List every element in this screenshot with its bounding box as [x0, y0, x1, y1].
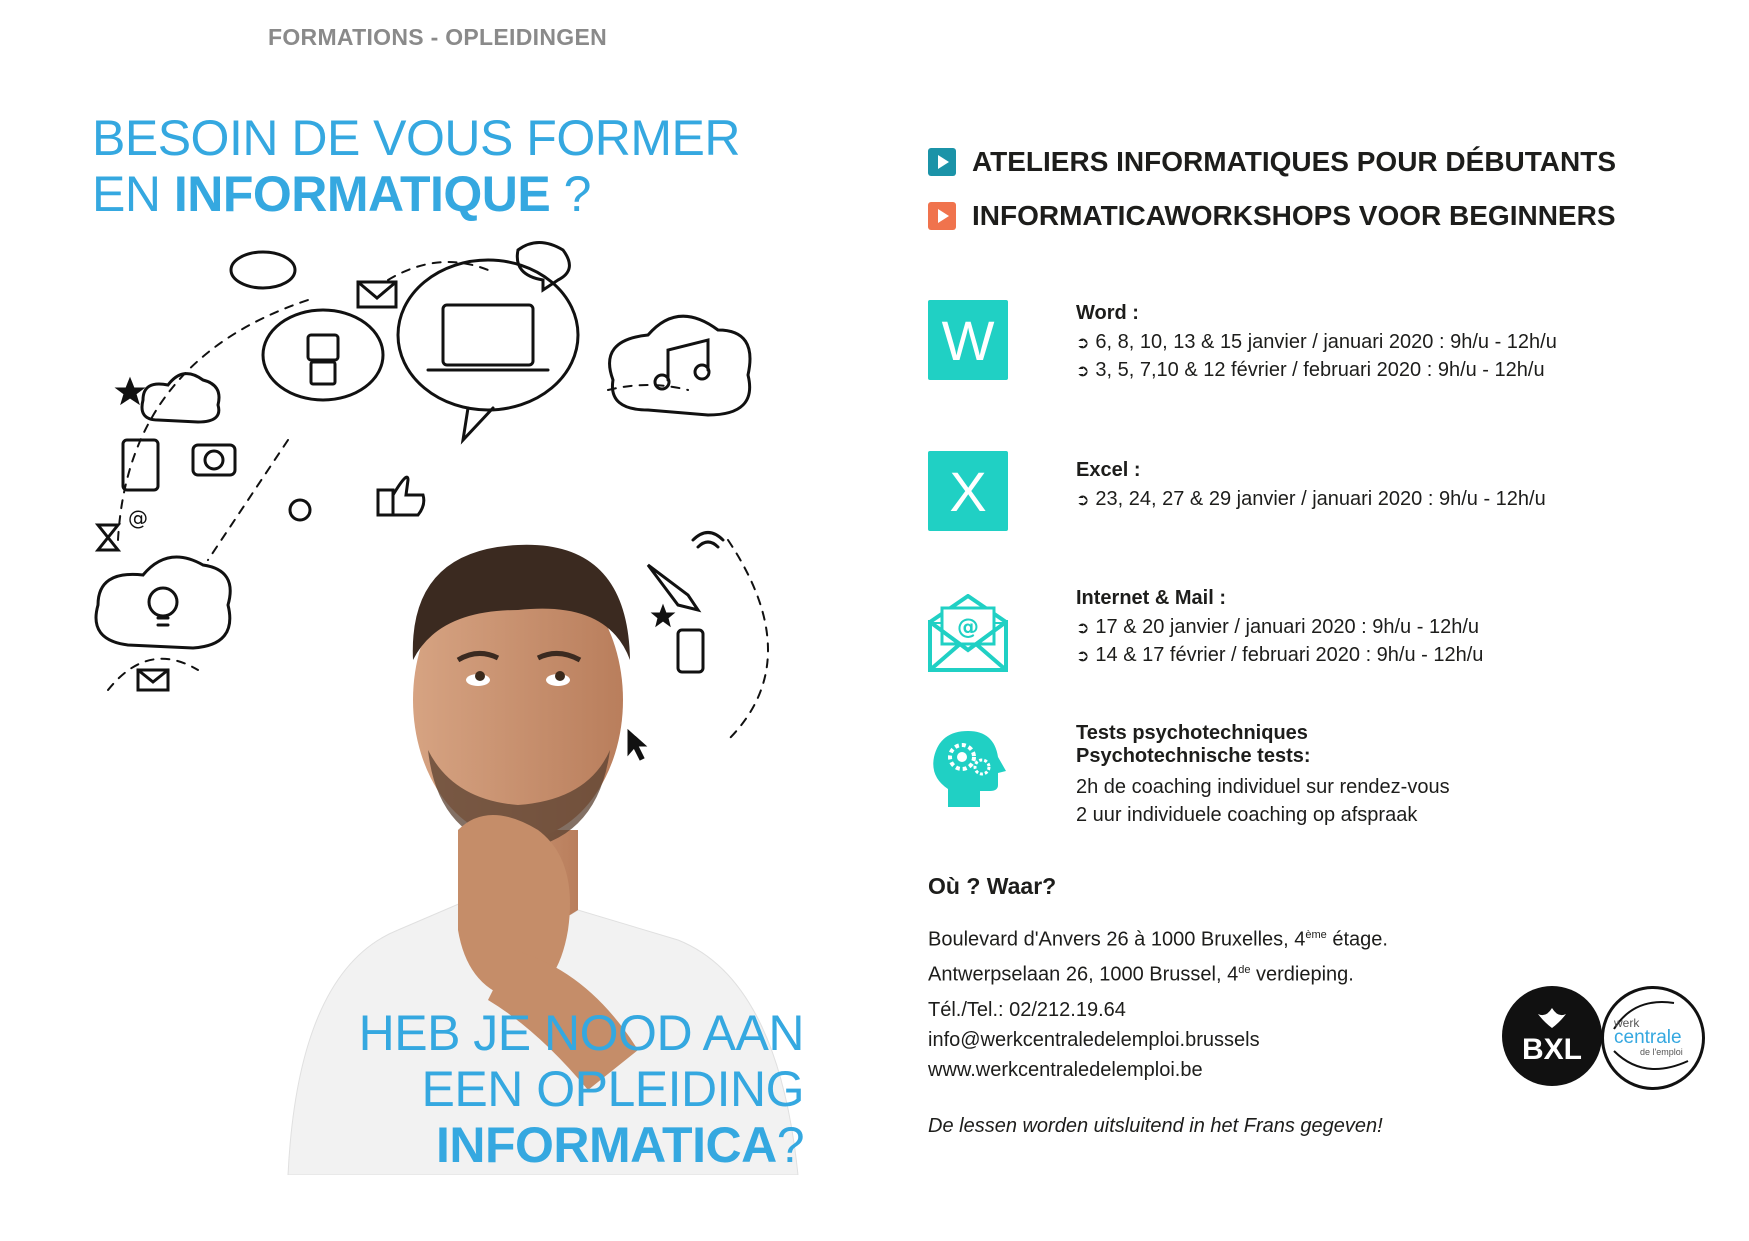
hourglass-icon	[98, 525, 118, 550]
arrow-icon: ➲	[1076, 363, 1090, 380]
word-date-1: ➲ 6, 8, 10, 13 & 15 janvier / januari 2020 : 9h/u - 12h/u	[1076, 331, 1557, 353]
page-heading: FORMATIONS - OPLEIDINGEN	[268, 24, 607, 50]
internet-title: Internet & Mail :	[1076, 587, 1227, 609]
wc-sub: de l'emploi	[1640, 1047, 1683, 1057]
tests-line-nl: 2 uur individuele coaching op afspraak	[1076, 804, 1418, 826]
arrow-icon: ➲	[1076, 620, 1090, 637]
address	[928, 920, 1388, 989]
poster-headline	[92, 110, 740, 222]
arrow-icon: ➲	[1076, 492, 1090, 509]
email-icon	[928, 594, 1008, 674]
headline-line-2: EN INFORMATIQUE ?	[92, 166, 591, 222]
excel-course	[1076, 459, 1576, 516]
contact-info	[928, 995, 1260, 1085]
bottom-line-2: EEN OPLEIDING INFORMATICA?	[421, 1061, 804, 1173]
title-french: ATELIERS INFORMATIQUES POUR DÉBUTANTS	[928, 146, 1616, 178]
brain-gear-icon	[928, 727, 1008, 807]
headline-line-1: BESOIN DE VOUS FORMER	[92, 110, 740, 166]
svg-text:@: @	[128, 506, 148, 530]
excel-date-1: ➲ 23, 24, 27 & 29 janvier / januari 2020 : 9h/u - 12h/u	[1076, 488, 1546, 510]
word-icon: W	[928, 300, 1008, 380]
location-title: Où ? Waar?	[928, 873, 1057, 899]
word-course	[1076, 302, 1557, 387]
arrow-icon: ➲	[1076, 335, 1090, 352]
internet-date-2: ➲ 14 & 17 février / februari 2020 : 9h/u - 12h/u	[1076, 644, 1484, 666]
language-note: De lessen worden uitsluitend in het Frans gegeven!	[928, 1115, 1383, 1137]
wc-top: werk	[1614, 1016, 1640, 1030]
excel-icon: X	[928, 451, 1008, 531]
internet-date-1: ➲ 17 & 20 janvier / januari 2020 : 9h/u - 12h/u	[1076, 616, 1479, 638]
email-link[interactable]: info@werkcentraledelemploi.brussels	[928, 1029, 1260, 1051]
phone: Tél./Tel.: 02/212.19.64	[928, 999, 1126, 1021]
poster-image	[88, 100, 828, 1175]
address-nl: Antwerpselaan 26, 1000 Brussel, 4de verdieping.	[928, 963, 1354, 986]
word-title: Word :	[1076, 302, 1139, 324]
internet-course	[1076, 587, 1483, 672]
address-fr: Boulevard d'Anvers 26 à 1000 Bruxelles, 4ème étage.	[928, 928, 1388, 951]
tests-title-fr: Tests psychotechniques	[1076, 722, 1308, 744]
tests-title-nl: Psychotechnische tests:	[1076, 745, 1311, 767]
website-link[interactable]: www.werkcentraledelemploi.be	[928, 1059, 1203, 1081]
star-icon	[116, 378, 144, 404]
bottom-line-1: HEB JE NOOD AAN	[358, 1005, 804, 1061]
excel-title: Excel :	[1076, 459, 1141, 481]
gear-icon	[290, 500, 310, 520]
tests-course	[1076, 722, 1450, 832]
tablet-icon	[123, 440, 158, 490]
robot-bubble-icon	[263, 310, 383, 400]
play-icon	[928, 148, 956, 176]
poster-bottom-text	[88, 1005, 804, 1173]
tests-line-fr: 2h de coaching individuel sur rendez-vous	[1076, 776, 1450, 798]
arrow-icon: ➲	[1076, 648, 1090, 665]
word-date-2: ➲ 3, 5, 7,10 & 12 février / februari 2020 : 9h/u - 12h/u	[1076, 359, 1545, 381]
title-dutch: INFORMATICAWORKSHOPS VOOR BEGINNERS	[928, 200, 1616, 232]
svg-text:@: @	[957, 615, 979, 640]
play-icon	[928, 202, 956, 230]
thumbs-up-icon	[378, 477, 424, 515]
chat-icon	[231, 252, 295, 288]
wc-main: centrale	[1614, 1027, 1682, 1048]
bxl-logo: BXL	[1502, 986, 1602, 1086]
werkcentrale-logo	[1601, 986, 1705, 1090]
lightbulb-cloud-icon	[96, 557, 230, 648]
music-cloud-icon	[610, 316, 750, 415]
laptop-bubble-icon	[398, 260, 578, 410]
